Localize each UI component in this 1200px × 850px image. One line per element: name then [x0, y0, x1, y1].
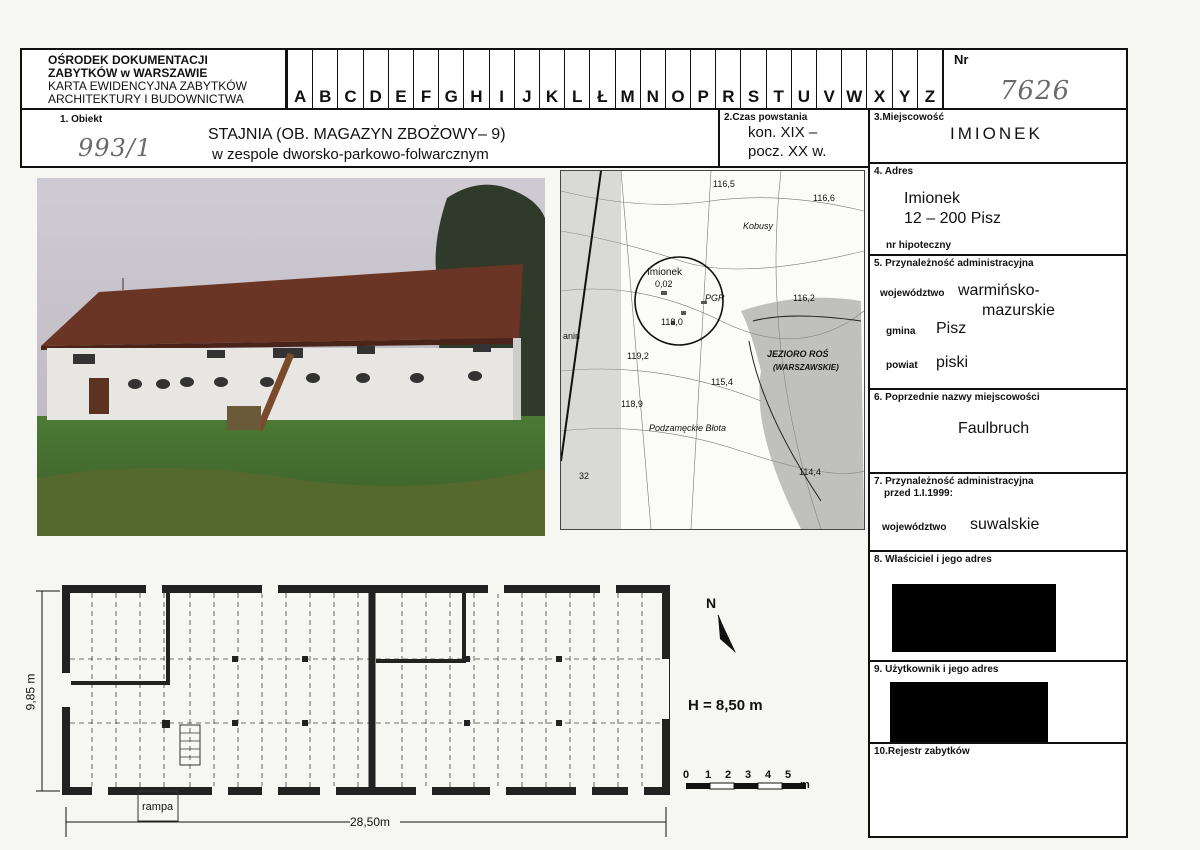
institution-block [22, 50, 287, 108]
index-letter: X [873, 87, 886, 106]
index-letter: V [823, 87, 835, 106]
admin-section [870, 254, 1126, 388]
index-letter-cell [665, 50, 690, 108]
previous-name: Faulbruch [958, 420, 1030, 437]
index-letter-cell [589, 50, 614, 108]
index-letter-cell [841, 50, 866, 108]
institution-line-2: ZABYTKÓW w WARSZAWIE [48, 66, 208, 80]
floor-plan [20, 575, 850, 845]
index-letter: B [319, 87, 332, 106]
index-letter-cell [866, 50, 891, 108]
index-letter-cell [892, 50, 917, 108]
index-letter-cell [539, 50, 564, 108]
owner-redaction [892, 584, 1056, 652]
map-label-16: 32 [579, 471, 590, 481]
map-label-13: 118,9 [621, 399, 643, 409]
index-letter: M [620, 87, 635, 106]
index-letter: Z [924, 87, 936, 106]
voivodeship-value-2: mazurskie [982, 302, 1055, 319]
number-value: 7626 [1000, 76, 1071, 106]
ramp-label: rampa [142, 801, 174, 813]
scale-tick-5: 5 [785, 769, 792, 781]
map-label-10: JEZIORO ROŚ [767, 349, 829, 359]
place-section [870, 110, 1126, 162]
scale-tick-0: 0 [683, 769, 690, 781]
admin-label: 5. Przynależność administracyjna [874, 258, 1034, 269]
old-admin-label-2: przed 1.I.1999: [884, 488, 953, 499]
map-label-2: 116,6 [813, 193, 835, 203]
scale-tick-4: 4 [765, 769, 772, 781]
index-letter-cell [791, 50, 816, 108]
old-voivodeship-value: suwalskie [970, 516, 1040, 533]
user-label: 9. Użytkownik i jego adres [874, 664, 999, 675]
index-letter-cell [489, 50, 514, 108]
scale-tick-1: 1 [705, 769, 712, 781]
object-name: STAJNIA (OB. MAGAZYN ZBOŻOWY– 9) [208, 126, 506, 143]
index-letter-cell [917, 50, 942, 108]
index-letter: N [646, 87, 659, 106]
owner-label: 8. Właściciel i jego adres [874, 554, 992, 565]
voivodeship-value-1: warmińsko- [958, 282, 1040, 299]
map-label-5: 0,02 [655, 279, 673, 289]
index-letter-cell [766, 50, 791, 108]
gmina-label: gmina [886, 326, 916, 337]
index-letter: Y [899, 87, 911, 106]
index-letter: T [773, 87, 784, 106]
index-letter-cell [564, 50, 589, 108]
index-letter: W [846, 87, 863, 106]
address-label: 4. Adres [874, 166, 914, 177]
previous-names-label: 6. Poprzednie nazwy miejscowości [874, 392, 1040, 403]
width-dimension: 9,85 m [23, 673, 38, 711]
length-dimension: 28,50m [350, 815, 391, 829]
registry-label: 10.Rejestr zabytków [874, 746, 970, 757]
index-letter: F [420, 87, 432, 106]
number-label: Nr [954, 52, 969, 67]
index-letter: E [395, 87, 407, 106]
owner-section [870, 550, 1126, 660]
scale-unit: m [800, 779, 810, 791]
index-letter: K [545, 87, 559, 106]
user-section [870, 660, 1126, 742]
map-label-9: 119,2 [627, 351, 649, 361]
index-letters [287, 50, 944, 108]
index-letter: S [747, 87, 760, 106]
index-letter: I [499, 87, 504, 106]
map-label-7: 118,0 [661, 317, 683, 327]
place-label: 3.Miejscowość [874, 112, 945, 123]
index-letter-cell [640, 50, 665, 108]
map-label-6: PGR [705, 293, 725, 303]
index-letter-cell [363, 50, 388, 108]
index-letter-cell [690, 50, 715, 108]
old-admin-section [870, 472, 1126, 550]
previous-names-section [870, 388, 1126, 472]
map-label-4: Imionek [647, 267, 683, 278]
index-letter-cell [463, 50, 488, 108]
date-label: 2.Czas powstania [724, 112, 808, 123]
place-value: IMIONEK [950, 124, 1043, 143]
index-letter: P [697, 87, 709, 106]
old-voivodeship-label: województwo [882, 522, 947, 533]
address-line-2: 12 – 200 Pisz [904, 210, 1001, 227]
index-letter-cell [413, 50, 438, 108]
address-line-1: Imionek [904, 190, 961, 207]
index-letter-cell [438, 50, 463, 108]
scale-tick-3: 3 [745, 769, 752, 781]
index-letter: A [293, 87, 307, 106]
number-box [942, 50, 1126, 108]
date-line-2: pocz. XX w. [748, 143, 827, 160]
index-letter-cell [816, 50, 841, 108]
building-photo [37, 178, 545, 536]
map-label-15: anin [563, 331, 581, 341]
map-label-14: Podzamęckie Błota [649, 423, 727, 433]
map-label-12: 115,4 [711, 377, 733, 387]
index-letter: U [797, 87, 811, 106]
institution-line-3: KARTA EWIDENCYJNA ZABYTKÓW [48, 79, 247, 93]
index-letter: C [344, 87, 357, 106]
index-letter-cell [388, 50, 413, 108]
object-label: 1. Obiekt [60, 114, 103, 125]
north-arrow-label: N [706, 595, 717, 611]
date-cell [718, 110, 872, 166]
object-row [20, 110, 870, 168]
index-letter: Ł [597, 87, 608, 106]
gmina-value: Pisz [936, 320, 967, 337]
index-letter-cell [287, 50, 312, 108]
map-label-1: 116,5 [713, 179, 735, 189]
object-code: 993/1 [78, 134, 153, 162]
map-label-3: Kobusy [743, 221, 774, 231]
index-letter-cell [740, 50, 765, 108]
index-letter-cell [337, 50, 362, 108]
scale-tick-2: 2 [725, 769, 732, 781]
date-line-1: kon. XIX – [748, 124, 818, 141]
index-letter-cell [514, 50, 539, 108]
index-letter: H [470, 87, 483, 106]
index-letter-cell [615, 50, 640, 108]
index-letter: J [522, 87, 532, 106]
details-column [868, 110, 1128, 838]
powiat-value: piski [936, 354, 969, 371]
voivodeship-label: województwo [880, 288, 945, 299]
index-letter: D [369, 87, 382, 106]
address-section [870, 162, 1126, 254]
index-letter: G [444, 87, 458, 106]
map-label-17: 114,4 [799, 467, 821, 477]
mortgage-label: nr hipoteczny [886, 240, 952, 251]
powiat-label: powiat [886, 360, 918, 371]
location-map [560, 170, 865, 530]
institution-line-4: ARCHITEKTURY I BUDOWNICTWA [48, 92, 244, 106]
index-letter: L [572, 87, 583, 106]
map-label-8: 116,2 [793, 293, 815, 303]
index-letter-cell [312, 50, 337, 108]
card-header [20, 48, 1128, 110]
index-letter: O [671, 87, 685, 106]
index-letter: R [722, 87, 735, 106]
institution-line-1: OŚRODEK DOKUMENTACJI [48, 53, 208, 67]
old-admin-label-1: 7. Przynależność administracyjna [874, 476, 1034, 487]
index-letter-cell [715, 50, 740, 108]
building-height: H = 8,50 m [688, 697, 763, 714]
user-redaction [890, 682, 1048, 744]
object-context: w zespole dworsko-parkowo-folwarcznym [212, 146, 489, 163]
registry-section [870, 742, 1126, 836]
map-label-11: (WARSZAWSKIE) [773, 363, 839, 372]
